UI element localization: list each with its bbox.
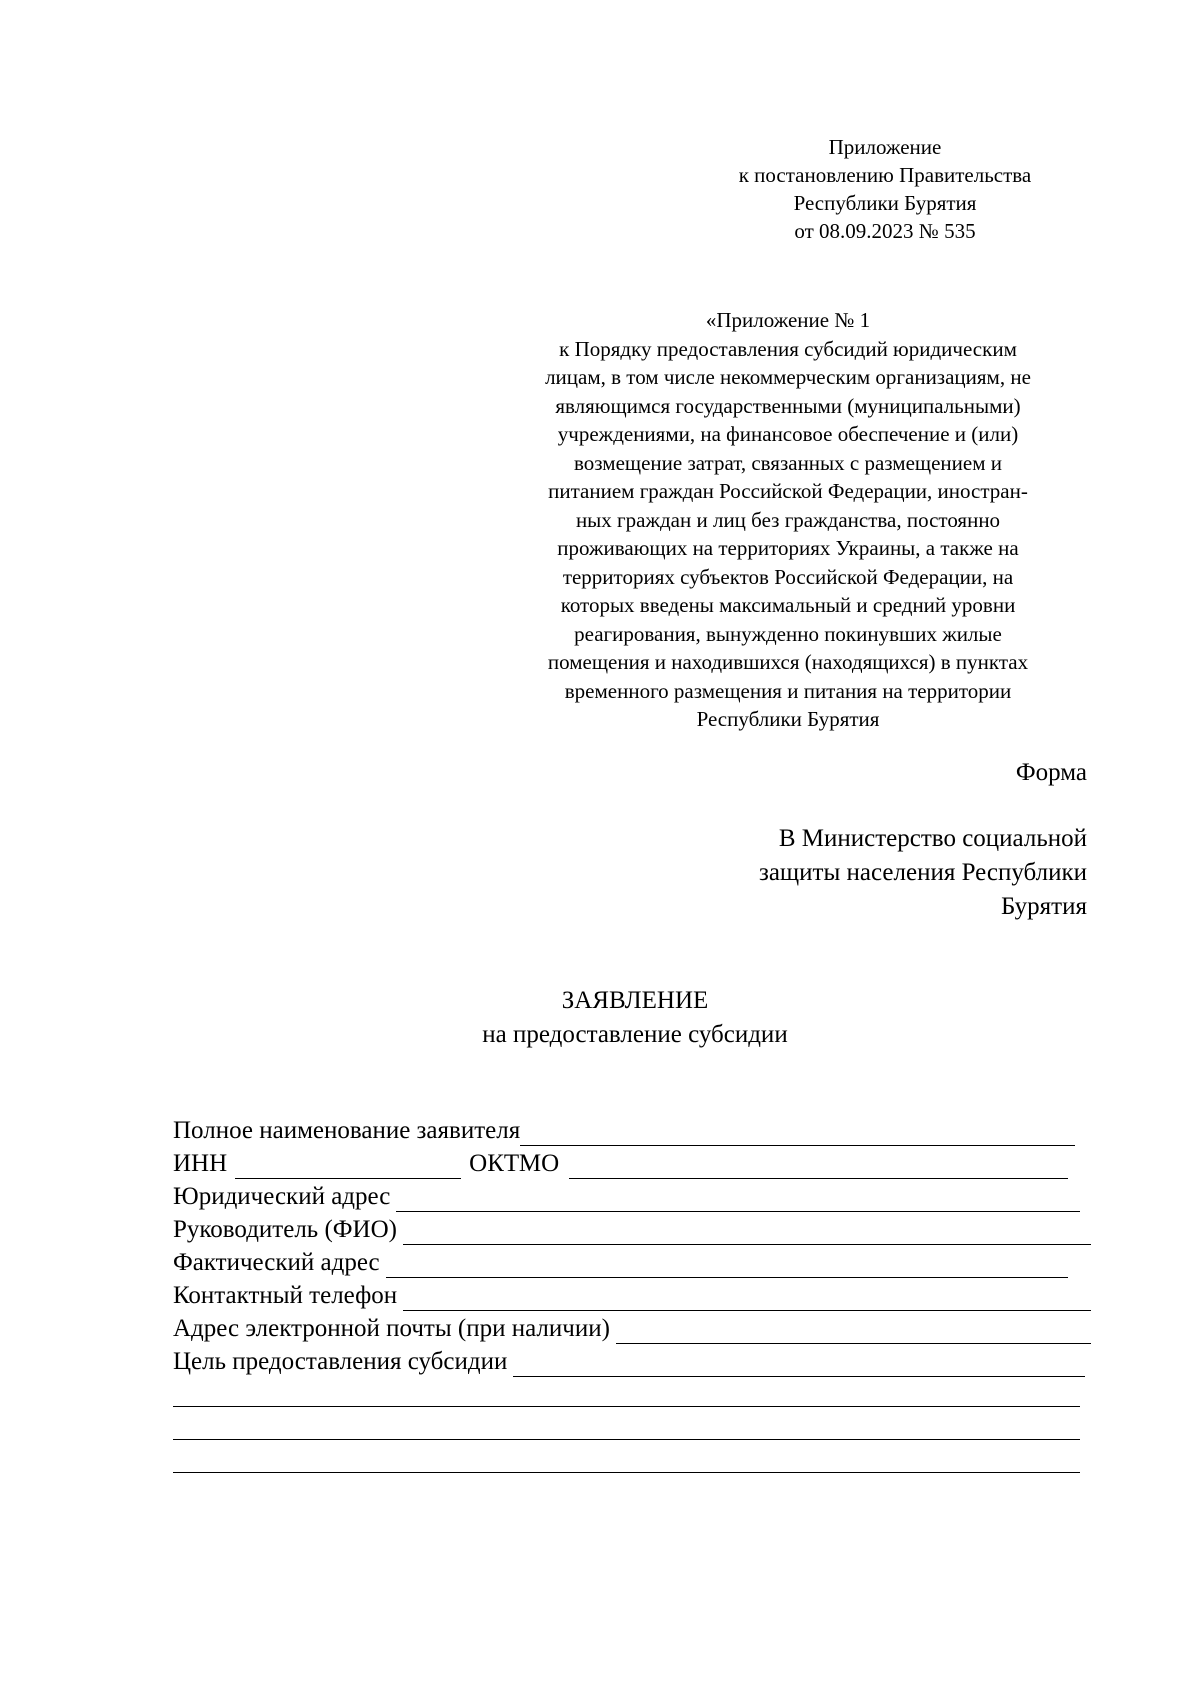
oktmo-blank[interactable] [569, 1150, 1068, 1179]
full-name-blank[interactable] [520, 1117, 1075, 1146]
full-name-label: Полное наименование заявителя [173, 1117, 521, 1144]
head-field[interactable] [173, 1213, 1091, 1245]
order-line: которых введены максимальный и средний уровни [560, 593, 1016, 617]
order-line: учреждениями, на финансовое обеспечение и (или) [557, 422, 1019, 446]
email-field[interactable] [173, 1312, 1091, 1344]
head-blank[interactable] [403, 1216, 1091, 1245]
purpose-continuation-line[interactable] [173, 1439, 1080, 1440]
legal-address-blank[interactable] [396, 1183, 1080, 1212]
order-line: временного размещения и питания на территории [564, 678, 1012, 703]
title-sub: на предоставление субсидии [482, 1021, 788, 1048]
order-line: «Приложение № 1 [705, 308, 871, 332]
form-label: Форма [1015, 759, 1087, 786]
purpose-continuation-line[interactable] [173, 1406, 1080, 1407]
order-line: являющимся государственными (муниципальными) [555, 393, 1021, 418]
head-label: Руководитель (ФИО) [173, 1216, 397, 1243]
oktmo-label: ОКТМО [469, 1150, 560, 1177]
appendix-header [695, 133, 1075, 245]
legal-address-field[interactable] [173, 1180, 1080, 1212]
header-line: от 08.09.2023 № 535 [794, 219, 976, 243]
order-line: территориях субъектов Российской Федерации, на [562, 564, 1014, 589]
full-name-field[interactable] [173, 1114, 1075, 1146]
order-line: ных граждан и лиц без гражданства, постоянно [575, 507, 1001, 532]
purpose-field[interactable] [173, 1345, 1085, 1377]
document-title [0, 984, 1200, 1052]
phone-label: Контактный телефон [173, 1282, 398, 1309]
email-blank[interactable] [616, 1315, 1091, 1344]
order-appendix [508, 306, 1068, 734]
order-line: помещения и находившихся (находящихся) в пунктах [547, 650, 1029, 674]
title-main: ЗАЯВЛЕНИЕ [561, 987, 709, 1014]
header-line: Республики Бурятия [793, 191, 977, 215]
addressee-line: защиты населения Республики [758, 859, 1087, 886]
order-line: Республики Бурятия [696, 707, 880, 731]
addressee-line: В Министерство социальной [778, 825, 1087, 852]
email-label: Адрес электронной почты (при наличии) [173, 1315, 610, 1342]
inn-label: ИНН [173, 1150, 228, 1177]
order-line: возмещение затрат, связанных с размещением и [574, 450, 1002, 475]
addressee [667, 822, 1087, 924]
addressee-line: Бурятия [1000, 893, 1087, 920]
order-line: питанием граждан Российской Федерации, иностран- [548, 479, 1028, 503]
header-line: Приложение [828, 135, 942, 159]
purpose-blank[interactable] [513, 1348, 1085, 1377]
header-line: к постановлению Правительства [738, 163, 1032, 187]
purpose-label: Цель предоставления субсидии [173, 1348, 508, 1375]
actual-address-blank[interactable] [386, 1249, 1068, 1278]
purpose-continuation-line[interactable] [173, 1472, 1080, 1473]
inn-oktmo-row [173, 1147, 1068, 1179]
inn-blank[interactable] [235, 1150, 461, 1179]
phone-blank[interactable] [403, 1282, 1091, 1311]
actual-address-label: Фактический адрес [173, 1249, 380, 1276]
order-line: проживающих на территориях Украины, а также на [557, 536, 1019, 560]
order-line: лицам, в том числе некоммерческим организациям, не [545, 365, 1031, 389]
order-line: к Порядку предоставления субсидий юридическим [559, 336, 1017, 361]
order-line: реагирования, вынужденно покинувших жилые [574, 621, 1002, 646]
legal-address-label: Юридический адрес [173, 1183, 391, 1210]
phone-field[interactable] [173, 1279, 1091, 1311]
actual-address-field[interactable] [173, 1246, 1068, 1278]
